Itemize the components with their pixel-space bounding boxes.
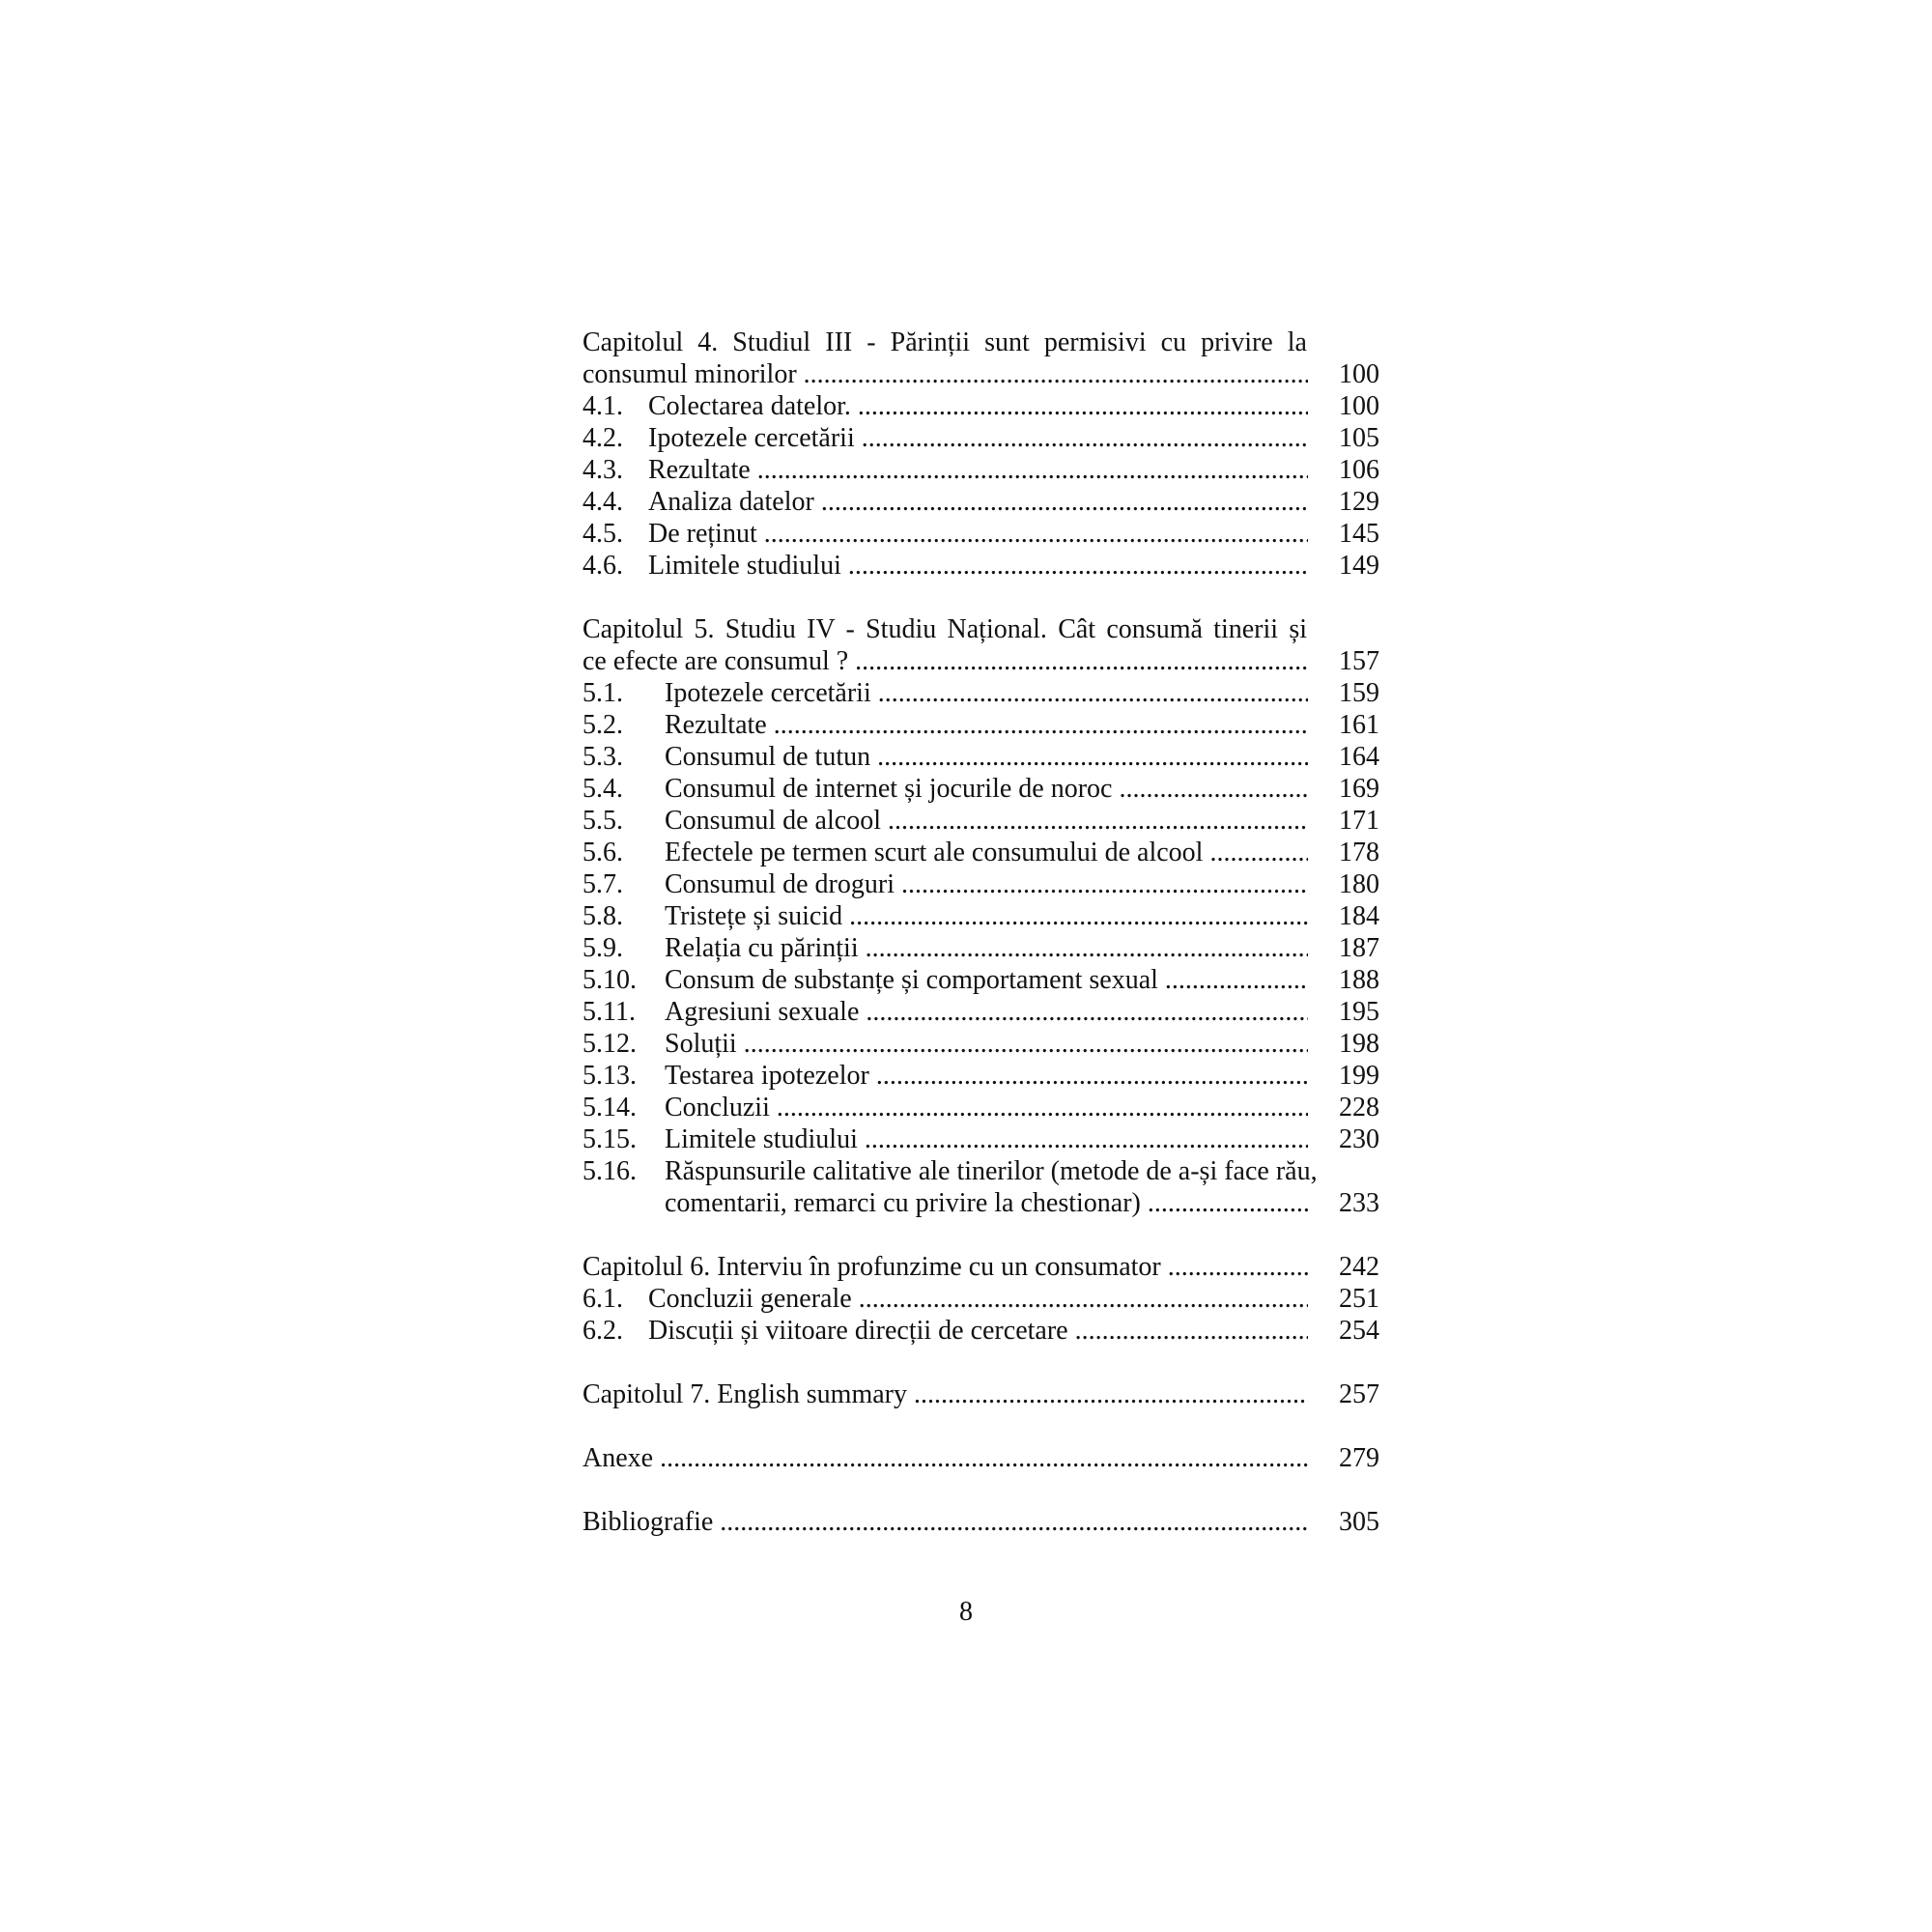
entry-page: 145 (1339, 519, 1379, 549)
chapter-6-heading (582, 1251, 1379, 1283)
entry-page: 161 (1339, 710, 1379, 740)
entry-title: Rezultate ..... (648, 454, 1308, 486)
entry-title-continued: comentarii, remarci cu privire la chestionar) ..... (665, 1187, 1308, 1219)
entry-page: 149 (1339, 551, 1379, 581)
toc-entry-5-5 (582, 805, 1379, 837)
entry-page: 230 (1339, 1124, 1379, 1154)
toc-entry-5-3 (582, 741, 1379, 773)
entry-page: 180 (1339, 869, 1379, 899)
toc-entry-5-16-line1 (582, 1155, 1379, 1187)
entry-page: 178 (1339, 838, 1379, 867)
anexe-heading-text: Anexe ..... (582, 1442, 1308, 1474)
entry-title: Răspunsurile calitative ale tinerilor (metode de a-și face rău, (665, 1156, 1318, 1186)
toc-entry-5-6 (582, 837, 1379, 868)
chapter-4-heading-line2 (582, 358, 1379, 390)
entry-number: 5.8. (582, 901, 623, 931)
entry-page: 254 (1339, 1316, 1379, 1346)
toc-entry-5-15 (582, 1123, 1379, 1155)
entry-number: 4.1. (582, 391, 623, 421)
entry-number: 5.4. (582, 774, 623, 804)
chapter-7-heading (582, 1378, 1379, 1410)
entry-title: Testarea ipotezelor ..... (665, 1060, 1308, 1092)
anexe-page: 279 (1339, 1443, 1379, 1473)
toc-entry-4-3 (582, 454, 1379, 486)
toc-entry-5-13 (582, 1060, 1379, 1092)
entry-page: 233 (1339, 1188, 1379, 1218)
table-of-contents (582, 327, 1379, 1538)
entry-title: Ipotezele cercetării ..... (648, 422, 1308, 454)
toc-entry-5-12 (582, 1028, 1379, 1060)
chapter-5-heading-line1: Capitolul 5. Studiu IV - Studiu Național. Cât consumă tinerii și (582, 614, 1307, 644)
entry-number: 4.3. (582, 455, 623, 485)
toc-entry-5-2 (582, 709, 1379, 741)
entry-title: Concluzii ..... (665, 1092, 1308, 1123)
entry-number: 5.11. (582, 997, 636, 1027)
entry-number: 4.5. (582, 519, 623, 549)
toc-entry-5-16-line2 (582, 1187, 1379, 1219)
entry-title: Discuții și viitoare direcții de cercetare ..... (648, 1315, 1308, 1347)
bibliografie-heading-text: Bibliografie ..... (582, 1506, 1308, 1538)
entry-title: Consum de substanțe și comportament sexual ..... (665, 964, 1308, 996)
entry-title: Agresiuni sexuale ..... (665, 996, 1308, 1028)
chapter-5-page: 157 (1339, 646, 1379, 676)
entry-page: 195 (1339, 997, 1379, 1027)
entry-number: 5.15. (582, 1124, 637, 1154)
toc-entry-5-4 (582, 773, 1379, 805)
page-number: 8 (959, 1597, 973, 1627)
entry-title: Consumul de internet și jocurile de noroc ..... (665, 773, 1308, 805)
toc-entry-5-8 (582, 900, 1379, 932)
chapter-4-page: 100 (1339, 359, 1379, 389)
entry-page: 187 (1339, 933, 1379, 963)
entry-title: Consumul de alcool ..... (665, 805, 1308, 837)
entry-page: 251 (1339, 1284, 1379, 1314)
bibliografie-page: 305 (1339, 1507, 1379, 1537)
chapter-7-heading-text: Capitolul 7. English summary ..... (582, 1378, 1308, 1410)
entry-number: 5.13. (582, 1061, 637, 1091)
entry-number: 5.12. (582, 1029, 637, 1059)
entry-title: Tristețe și suicid ..... (665, 900, 1308, 932)
entry-title: Relația cu părinții ..... (665, 932, 1308, 964)
entry-number: 6.1. (582, 1284, 623, 1314)
entry-page: 198 (1339, 1029, 1379, 1059)
chapter-5-heading-text: ce efecte are consumul ? ..... (582, 645, 1308, 677)
toc-entry-5-11 (582, 996, 1379, 1028)
toc-entry-4-1 (582, 390, 1379, 422)
chapter-4-heading-text: consumul minorilor ..... (582, 358, 1308, 390)
entry-number: 5.3. (582, 742, 623, 772)
entry-title: Consumul de droguri ..... (665, 868, 1308, 900)
entry-page: 129 (1339, 487, 1379, 517)
toc-entry-5-14 (582, 1092, 1379, 1123)
entry-title: Colectarea datelor. ..... (648, 390, 1308, 422)
anexe-entry (582, 1442, 1379, 1474)
entry-title: Efectele pe termen scurt ale consumului de alcool ..... (665, 837, 1308, 868)
entry-page: 169 (1339, 774, 1379, 804)
entry-number: 5.6. (582, 838, 623, 867)
chapter-5-heading-line2 (582, 645, 1379, 677)
entry-number: 5.9. (582, 933, 623, 963)
toc-entry-5-10 (582, 964, 1379, 996)
entry-number: 5.5. (582, 806, 623, 836)
toc-entry-4-2 (582, 422, 1379, 454)
entry-page: 106 (1339, 455, 1379, 485)
entry-page: 228 (1339, 1093, 1379, 1122)
entry-page: 159 (1339, 678, 1379, 708)
entry-number: 4.6. (582, 551, 623, 581)
entry-title: Consumul de tutun ..... (665, 741, 1308, 773)
chapter-6-heading-text: Capitolul 6. Interviu în profunzime cu un consumator ..... (582, 1251, 1308, 1283)
toc-entry-6-1 (582, 1283, 1379, 1315)
entry-title: Concluzii generale ..... (648, 1283, 1308, 1315)
entry-number: 5.16. (582, 1156, 637, 1186)
entry-page: 171 (1339, 806, 1379, 836)
entry-number: 5.1. (582, 678, 623, 708)
toc-entry-5-7 (582, 868, 1379, 900)
entry-page: 184 (1339, 901, 1379, 931)
entry-number: 4.4. (582, 487, 623, 517)
entry-number: 5.10. (582, 965, 637, 995)
chapter-4-heading-line1: Capitolul 4. Studiul III - Părinții sunt permisivi cu privire la (582, 327, 1307, 357)
entry-number: 4.2. (582, 423, 623, 453)
entry-page: 199 (1339, 1061, 1379, 1091)
toc-entry-4-6 (582, 550, 1379, 582)
entry-title: Limitele studiului ..... (665, 1123, 1308, 1155)
entry-number: 5.2. (582, 710, 623, 740)
toc-entry-5-9 (582, 932, 1379, 964)
chapter-7-page: 257 (1339, 1379, 1379, 1409)
entry-page: 100 (1339, 391, 1379, 421)
entry-page: 105 (1339, 423, 1379, 453)
bibliografie-entry (582, 1506, 1379, 1538)
toc-entry-6-2 (582, 1315, 1379, 1347)
entry-page: 164 (1339, 742, 1379, 772)
toc-entry-4-4 (582, 486, 1379, 518)
entry-title: Rezultate ..... (665, 709, 1308, 741)
entry-title: Soluții ..... (665, 1028, 1308, 1060)
chapter-6-page: 242 (1339, 1252, 1379, 1282)
entry-page: 188 (1339, 965, 1379, 995)
entry-title: Analiza datelor ..... (648, 486, 1308, 518)
toc-entry-4-5 (582, 518, 1379, 550)
entry-title: Limitele studiului ..... (648, 550, 1308, 582)
entry-number: 5.7. (582, 869, 623, 899)
entry-title: De reținut ..... (648, 518, 1308, 550)
entry-title: Ipotezele cercetării ..... (665, 677, 1308, 709)
toc-entry-5-1 (582, 677, 1379, 709)
entry-number: 6.2. (582, 1316, 623, 1346)
entry-number: 5.14. (582, 1093, 637, 1122)
